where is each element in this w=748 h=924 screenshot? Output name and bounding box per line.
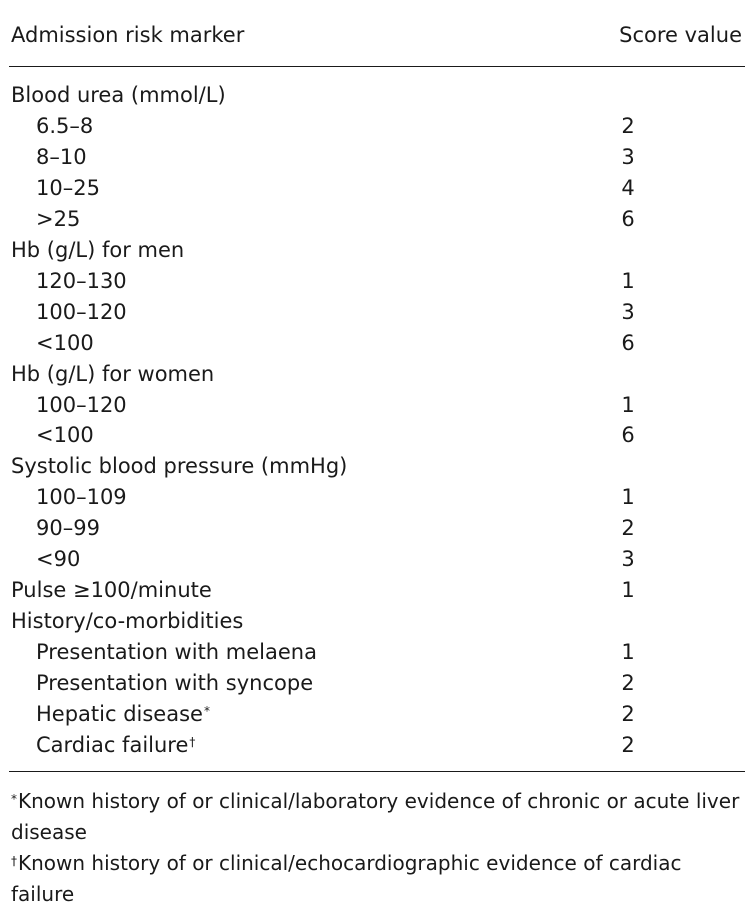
footnote-marker: † <box>11 854 17 868</box>
row-score-value: 2 <box>621 702 635 726</box>
table-bottom-rule <box>9 771 745 772</box>
row-score-value: 6 <box>621 206 635 231</box>
table-group-row <box>0 235 748 266</box>
row-label <box>36 420 94 451</box>
row-label-text: 100–120 <box>36 299 127 324</box>
table-row <box>0 482 748 513</box>
table-row <box>0 390 748 421</box>
table-group-row <box>0 451 748 482</box>
row-label-text: Blood urea (mmol/L) <box>11 83 226 107</box>
row-label <box>36 482 127 513</box>
table-row <box>0 513 748 544</box>
row-label <box>36 297 127 328</box>
row-label <box>36 390 127 421</box>
table-group-row <box>0 575 748 606</box>
row-score-value: 1 <box>621 485 635 510</box>
row-label <box>36 328 94 359</box>
table-row <box>0 142 748 173</box>
footnotes <box>11 786 746 910</box>
row-label <box>36 637 317 668</box>
row-label-text: 6.5–8 <box>36 113 94 138</box>
row-label <box>36 111 93 142</box>
row-score-value: 3 <box>621 299 635 324</box>
row-label-text: 100–109 <box>36 485 127 510</box>
row-score-value: 2 <box>621 671 635 696</box>
row-label-text: <90 <box>36 547 81 572</box>
table-row <box>0 297 748 328</box>
row-label-text: Hepatic disease <box>36 702 203 726</box>
header-score: Score value <box>619 23 742 47</box>
row-score-value: 2 <box>621 113 635 138</box>
row-label <box>36 173 100 204</box>
row-label-text: 10–25 <box>36 175 100 200</box>
row-label-text: Hb (g/L) for women <box>11 361 215 386</box>
row-label-text: 100–120 <box>36 392 127 417</box>
row-score-value: 2 <box>621 732 635 757</box>
row-label <box>36 266 127 297</box>
row-label-text: Hb (g/L) for men <box>11 237 185 262</box>
table-row <box>0 173 748 204</box>
row-score-value: 1 <box>621 640 635 665</box>
row-label <box>11 575 212 606</box>
footnote <box>11 786 746 848</box>
row-label <box>36 730 195 761</box>
row-label <box>36 142 87 173</box>
row-label-text: Presentation with syncope <box>36 671 314 696</box>
row-label-text: 90–99 <box>36 516 100 541</box>
row-score-value: 1 <box>621 578 635 603</box>
table-row <box>0 204 748 235</box>
row-label-text: Presentation with melaena <box>36 640 317 665</box>
footnote-marker: * <box>11 792 17 806</box>
row-label-text: <100 <box>36 423 94 448</box>
row-label-text: History/co-morbidities <box>11 609 244 634</box>
table-group-row <box>0 606 748 637</box>
row-label <box>36 513 100 544</box>
table-group-row <box>0 80 748 111</box>
row-label <box>36 204 80 235</box>
table-row <box>0 668 748 699</box>
row-label <box>11 235 184 266</box>
footnote-text: Known history of or clinical/echocardiographic evidence of cardiac failure <box>11 851 682 906</box>
row-score-value: 1 <box>621 268 635 293</box>
table-row <box>0 699 748 730</box>
row-label <box>11 80 226 111</box>
row-score-value: 1 <box>621 392 635 417</box>
row-label-text: 8–10 <box>36 144 87 169</box>
row-label <box>11 606 243 637</box>
row-label-text: <100 <box>36 330 94 355</box>
table-row <box>0 637 748 668</box>
row-score-value: 2 <box>621 516 635 541</box>
row-label-text: Systolic blood pressure (mmHg) <box>11 454 348 479</box>
row-label <box>11 451 347 482</box>
row-score-value: 6 <box>621 423 635 448</box>
row-label-text: 120–130 <box>36 268 127 293</box>
table-row <box>0 420 748 451</box>
row-label <box>36 544 80 575</box>
row-label-text: >25 <box>36 206 81 231</box>
footnote-text: Known history of or clinical/laboratory evidence of chronic or acute liver disease <box>11 789 740 844</box>
table-header <box>0 20 748 50</box>
row-score-value: 3 <box>621 547 635 572</box>
row-label-text: Pulse ≥100/minute <box>11 578 212 603</box>
table-group-row <box>0 359 748 390</box>
row-label <box>36 668 313 699</box>
table-row <box>0 111 748 142</box>
row-score-value: 6 <box>621 330 635 355</box>
row-label-text: Cardiac failure <box>36 732 189 757</box>
footnote-marker: † <box>189 734 196 749</box>
table-row <box>0 730 748 761</box>
row-label <box>11 359 214 390</box>
header-rule <box>9 66 745 67</box>
table-row <box>0 544 748 575</box>
row-label <box>36 699 210 730</box>
row-score-value: 4 <box>621 175 635 200</box>
row-score-value: 3 <box>621 144 635 169</box>
table-row <box>0 266 748 297</box>
footnote-marker: * <box>203 704 210 718</box>
header-marker: Admission risk marker <box>11 23 245 47</box>
table-row <box>0 328 748 359</box>
footnote <box>11 848 746 910</box>
